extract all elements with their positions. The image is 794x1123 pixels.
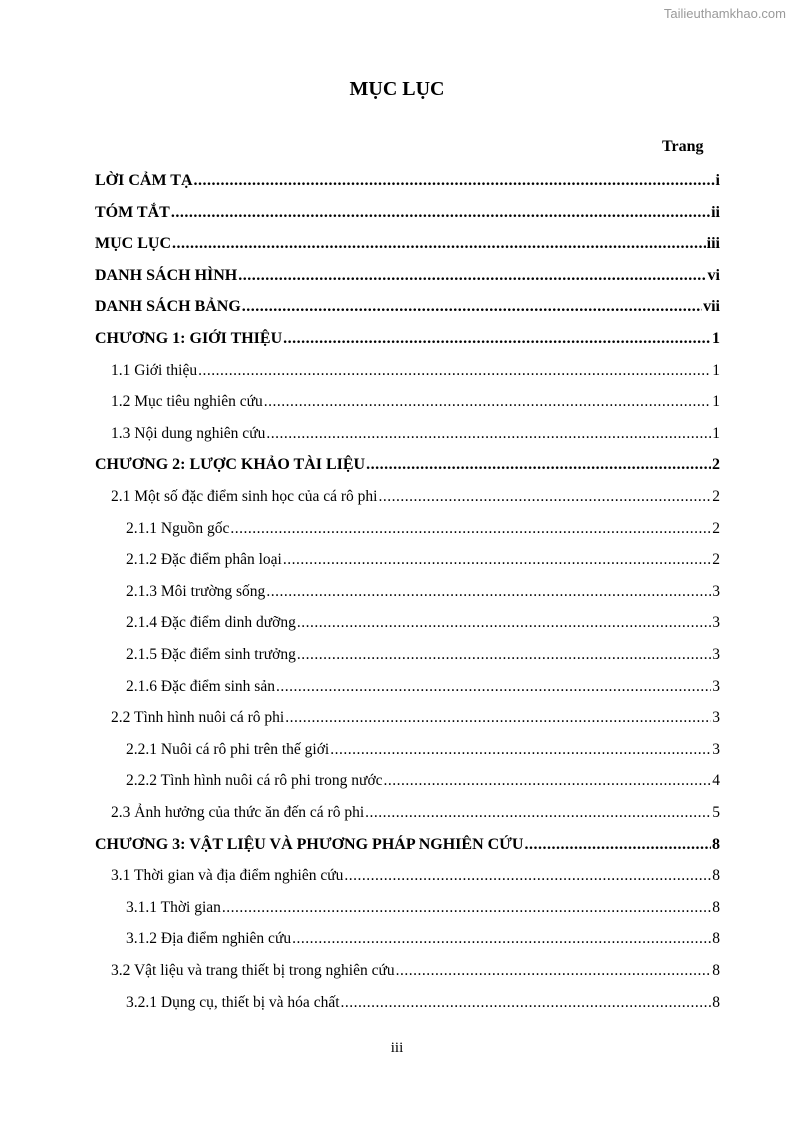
toc-entry-label: TÓM TẮT (95, 203, 170, 221)
toc-entry[interactable] (95, 261, 720, 291)
toc-entry[interactable] (111, 387, 720, 417)
toc-entry-label: 2.1.3 Môi trường sống (126, 582, 266, 600)
toc-entry[interactable] (126, 988, 720, 1018)
toc-entry-page: vi (707, 266, 720, 284)
toc-entry[interactable] (111, 356, 720, 386)
toc-dot-leader (366, 450, 711, 480)
toc-entry-page: 1 (712, 424, 720, 442)
toc-entry[interactable] (126, 514, 720, 544)
toc-entry-page: 8 (712, 898, 720, 916)
toc-entry-label: CHƯƠNG 2: LƯỢC KHẢO TÀI LIỆU (95, 456, 366, 474)
toc-dot-leader (172, 229, 706, 259)
toc-dot-leader (242, 292, 702, 322)
toc-entry-label: 3.1.2 Địa điểm nghiên cứu (126, 930, 292, 948)
toc-entry-label: 3.2.1 Dụng cụ, thiết bị và hóa chất (126, 993, 340, 1011)
toc-entry-label: 2.1.1 Nguồn gốc (126, 519, 230, 537)
toc-entry-page: 8 (712, 993, 720, 1011)
toc-dot-leader (230, 514, 711, 544)
toc-entry-label: 2.1.4 Đặc điểm dinh dưỡng (126, 614, 296, 632)
toc-entry-label: 3.1.1 Thời gian (126, 898, 221, 916)
page-title: MỤC LỤC (349, 78, 445, 100)
toc-dot-leader (344, 861, 711, 891)
toc-entry-page: 4 (712, 772, 720, 790)
toc-entry[interactable] (126, 893, 720, 923)
toc-entry[interactable] (111, 419, 720, 449)
toc-entry-label: 2.1.6 Đặc điểm sinh sản (126, 677, 275, 695)
toc-entry-label: 3.1 Thời gian và địa điểm nghiên cứu (111, 867, 344, 885)
toc-entry-page: 3 (712, 646, 720, 663)
toc-dot-leader (365, 798, 711, 828)
toc-dot-leader (330, 735, 711, 765)
toc-entry-page: 8 (712, 930, 720, 948)
toc-entry[interactable] (126, 766, 720, 796)
toc-dot-leader (276, 672, 711, 702)
toc-entry[interactable] (126, 924, 720, 954)
toc-entry-page: 1 (712, 393, 720, 411)
toc-dot-leader (285, 703, 711, 733)
toc-dot-leader (171, 198, 710, 228)
toc-entry-label: 2.2.1 Nuôi cá rô phi trên thế giới (126, 740, 330, 758)
toc-entry-page: iii (706, 235, 720, 253)
page-column-label: Trang (662, 138, 704, 155)
toc-entry-label: 2.1.5 Đặc điểm sinh trưởng (126, 646, 296, 663)
toc-entry-page: 2 (712, 551, 720, 569)
toc-entry-page: 2 (712, 488, 720, 505)
toc-entry[interactable] (111, 956, 720, 986)
toc-entry-label: MỤC LỤC (95, 235, 171, 253)
toc-dot-leader (283, 324, 711, 354)
toc-entry[interactable] (126, 608, 720, 638)
toc-dot-leader (292, 924, 711, 954)
toc-entry[interactable] (95, 166, 720, 196)
toc-entry[interactable] (111, 798, 720, 828)
toc-entry[interactable] (126, 640, 720, 670)
toc-dot-leader (384, 766, 712, 796)
toc-entry-page: 3 (712, 582, 720, 600)
toc-entry-label: DANH SÁCH BẢNG (95, 298, 241, 316)
toc-entry-label: 3.2 Vật liệu và trang thiết bị trong nghiên cứu (111, 962, 395, 979)
toc-entry[interactable] (111, 482, 720, 512)
toc-dot-leader (264, 387, 712, 417)
toc-dot-leader (341, 988, 712, 1018)
toc-entry-page: 2 (712, 519, 720, 537)
toc-entry[interactable] (126, 545, 720, 575)
toc-entry[interactable] (126, 577, 720, 607)
toc-dot-leader (238, 261, 706, 291)
toc-entry[interactable] (126, 735, 720, 765)
toc-entry[interactable] (95, 324, 720, 354)
toc-entry-page: 8 (712, 835, 720, 853)
toc-entry-label: 2.1 Một số đặc điểm sinh học của cá rô phi (111, 488, 378, 505)
toc-entry-label: CHƯƠNG 3: VẬT LIỆU VÀ PHƯƠNG PHÁP NGHIÊN CỨU (95, 835, 524, 853)
toc-entry-page: 1 (712, 330, 720, 347)
toc-dot-leader (396, 956, 712, 986)
toc-dot-leader (198, 356, 711, 386)
toc-dot-leader (378, 482, 711, 512)
toc-entry-label: 2.3 Ảnh hưởng của thức ăn đến cá rô phi (111, 804, 365, 821)
toc-entry-label: CHƯƠNG 1: GIỚI THIỆU (95, 330, 283, 347)
toc-dot-leader (266, 419, 711, 449)
toc-entry-label: LỜI CẢM TẠ (95, 172, 193, 189)
toc-entry-label: 1.3 Nội dung nghiên cứu (111, 424, 266, 442)
toc-entry-page: 5 (712, 804, 720, 821)
toc-entry-label: DANH SÁCH HÌNH (95, 266, 238, 284)
toc-dot-leader (297, 608, 711, 638)
toc-entry-label: 2.1.2 Đặc điểm phân loại (126, 551, 282, 569)
toc-entry[interactable] (95, 830, 720, 860)
toc-entry-page: vii (703, 298, 720, 316)
toc-dot-leader (524, 830, 711, 860)
toc-dot-leader (194, 166, 715, 196)
toc-dot-leader (283, 545, 711, 575)
toc-dot-leader (266, 577, 711, 607)
toc-entry-label: 1.2 Mục tiêu nghiên cứu (111, 393, 263, 411)
toc-entry[interactable] (126, 672, 720, 702)
toc-entry-page: i (715, 172, 720, 189)
toc-entry-page: 3 (712, 677, 720, 695)
toc-entry-page: 3 (712, 709, 720, 727)
toc-entry-label: 1.1 Giới thiệu (111, 361, 198, 379)
toc-entry-page: 3 (712, 740, 720, 758)
watermark-text: Tailieuthamkhao.com (663, 6, 786, 21)
toc-entry-page: 8 (712, 962, 720, 979)
toc-entry-page: ii (711, 203, 720, 221)
toc-entry[interactable] (95, 450, 720, 480)
footer-page-number: iii (390, 1040, 404, 1056)
toc-entry[interactable] (95, 198, 720, 228)
toc-entry-page: 3 (712, 614, 720, 632)
toc-entry-page: 8 (712, 867, 720, 885)
toc-entry[interactable] (111, 861, 720, 891)
toc-dot-leader (297, 640, 711, 670)
toc-entry-label: 2.2.2 Tình hình nuôi cá rô phi trong nước (126, 772, 383, 790)
toc-entry[interactable] (111, 703, 720, 733)
toc-entry[interactable] (95, 229, 720, 259)
toc-entry-page: 1 (712, 361, 720, 379)
toc-entry-page: 2 (712, 456, 720, 474)
toc-entry-label: 2.2 Tình hình nuôi cá rô phi (111, 709, 285, 727)
toc-dot-leader (222, 893, 711, 923)
toc-entry[interactable] (95, 292, 720, 322)
